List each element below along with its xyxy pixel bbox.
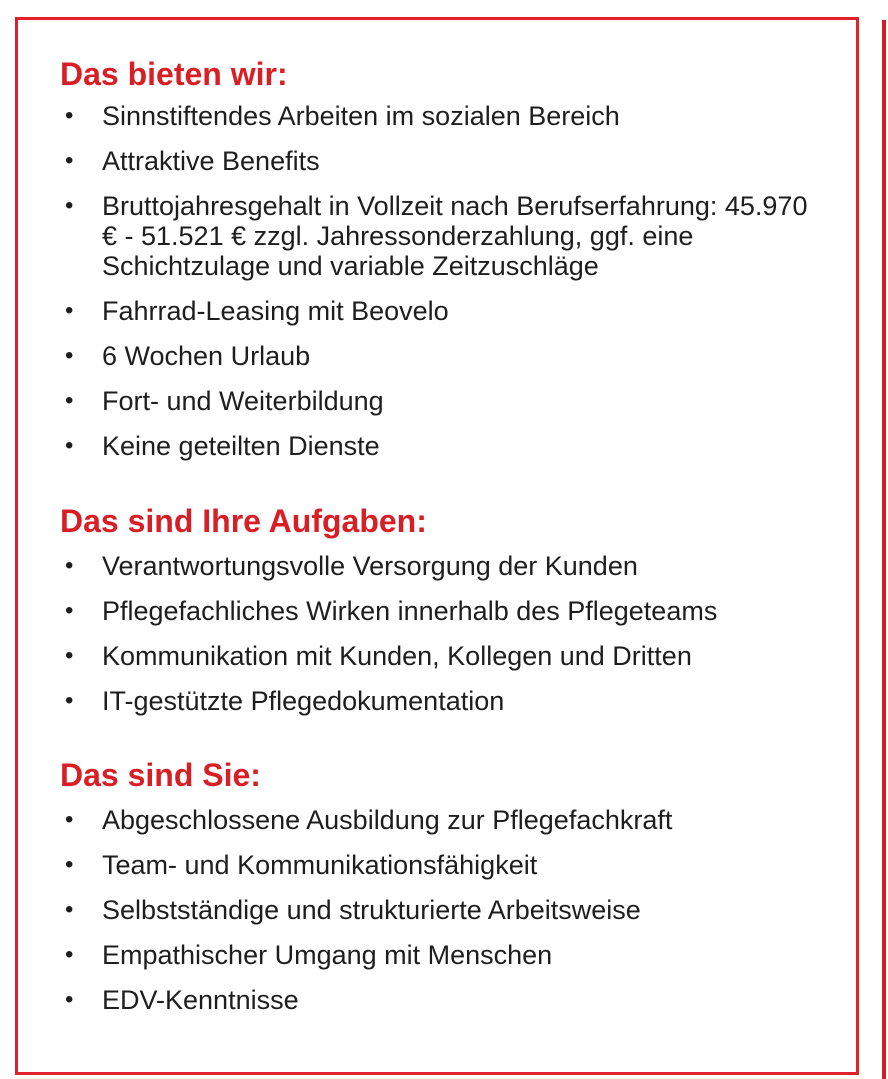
- section-benefits: [60, 54, 830, 461]
- list-item: • Kommunikation mit Kunden, Kollegen und Dritten: [65, 641, 692, 671]
- profile-list: [60, 805, 830, 1015]
- bullet-icon: •: [65, 851, 74, 878]
- bullet-icon: •: [65, 432, 74, 459]
- list-item: • EDV-Kenntnisse: [65, 985, 299, 1015]
- list-item: • Sinnstiftendes Arbeiten im sozialen Bereich: [65, 101, 620, 131]
- tasks-list: [60, 551, 830, 716]
- bullet-icon: •: [65, 941, 74, 968]
- list-item: • Selbstständige und strukturierte Arbeitsweise: [65, 895, 641, 925]
- bullet-icon: •: [65, 342, 74, 369]
- bullet-icon: •: [65, 986, 74, 1013]
- bullet-icon: •: [65, 192, 74, 219]
- bullet-icon: •: [65, 806, 74, 833]
- adjacent-box-edge: [882, 20, 886, 1079]
- bullet-icon: •: [65, 687, 74, 714]
- list-item: • Attraktive Benefits: [65, 146, 320, 176]
- list-item: • 6 Wochen Urlaub: [65, 341, 311, 371]
- list-item: • Empathischer Umgang mit Menschen: [65, 940, 553, 970]
- benefits-list: [60, 101, 830, 461]
- section-heading: Das bieten wir:: [60, 56, 288, 92]
- bullet-icon: •: [65, 297, 74, 324]
- list-item: • Team- und Kommunikationsfähigkeit: [65, 850, 538, 880]
- section-heading: Das sind Ihre Aufgaben:: [60, 503, 427, 539]
- bullet-icon: •: [65, 102, 74, 129]
- bullet-icon: •: [65, 597, 74, 624]
- list-item: • Fort- und Weiterbildung: [65, 386, 384, 416]
- list-item: • IT-gestützte Pflegedokumentation: [65, 686, 505, 716]
- bullet-icon: •: [65, 642, 74, 669]
- bullet-icon: •: [65, 896, 74, 923]
- section-heading: Das sind Sie:: [60, 757, 261, 793]
- list-item: • Fahrrad-Leasing mit Beovelo: [65, 296, 449, 326]
- bullet-icon: •: [65, 552, 74, 579]
- list-item: • Keine geteilten Dienste: [65, 431, 380, 461]
- section-profile: [60, 755, 830, 1015]
- bullet-icon: •: [65, 387, 74, 414]
- bullet-icon: •: [65, 147, 74, 174]
- list-item: • Abgeschlossene Ausbildung zur Pflegefachkraft: [65, 805, 673, 835]
- section-tasks: [60, 501, 830, 716]
- list-item: • Verantwortungsvolle Versorgung der Kunden: [65, 551, 638, 581]
- list-item: • Bruttojahresgehalt in Vollzeit nach Berufserfahrung: 45.970 € - 51.521 € zzgl. Jahressonderzahlung, ggf. eine Schichtzulage und variable Zeitzuschläge: [65, 191, 808, 281]
- list-item: • Pflegefachliches Wirken innerhalb des Pflegeteams: [65, 596, 718, 626]
